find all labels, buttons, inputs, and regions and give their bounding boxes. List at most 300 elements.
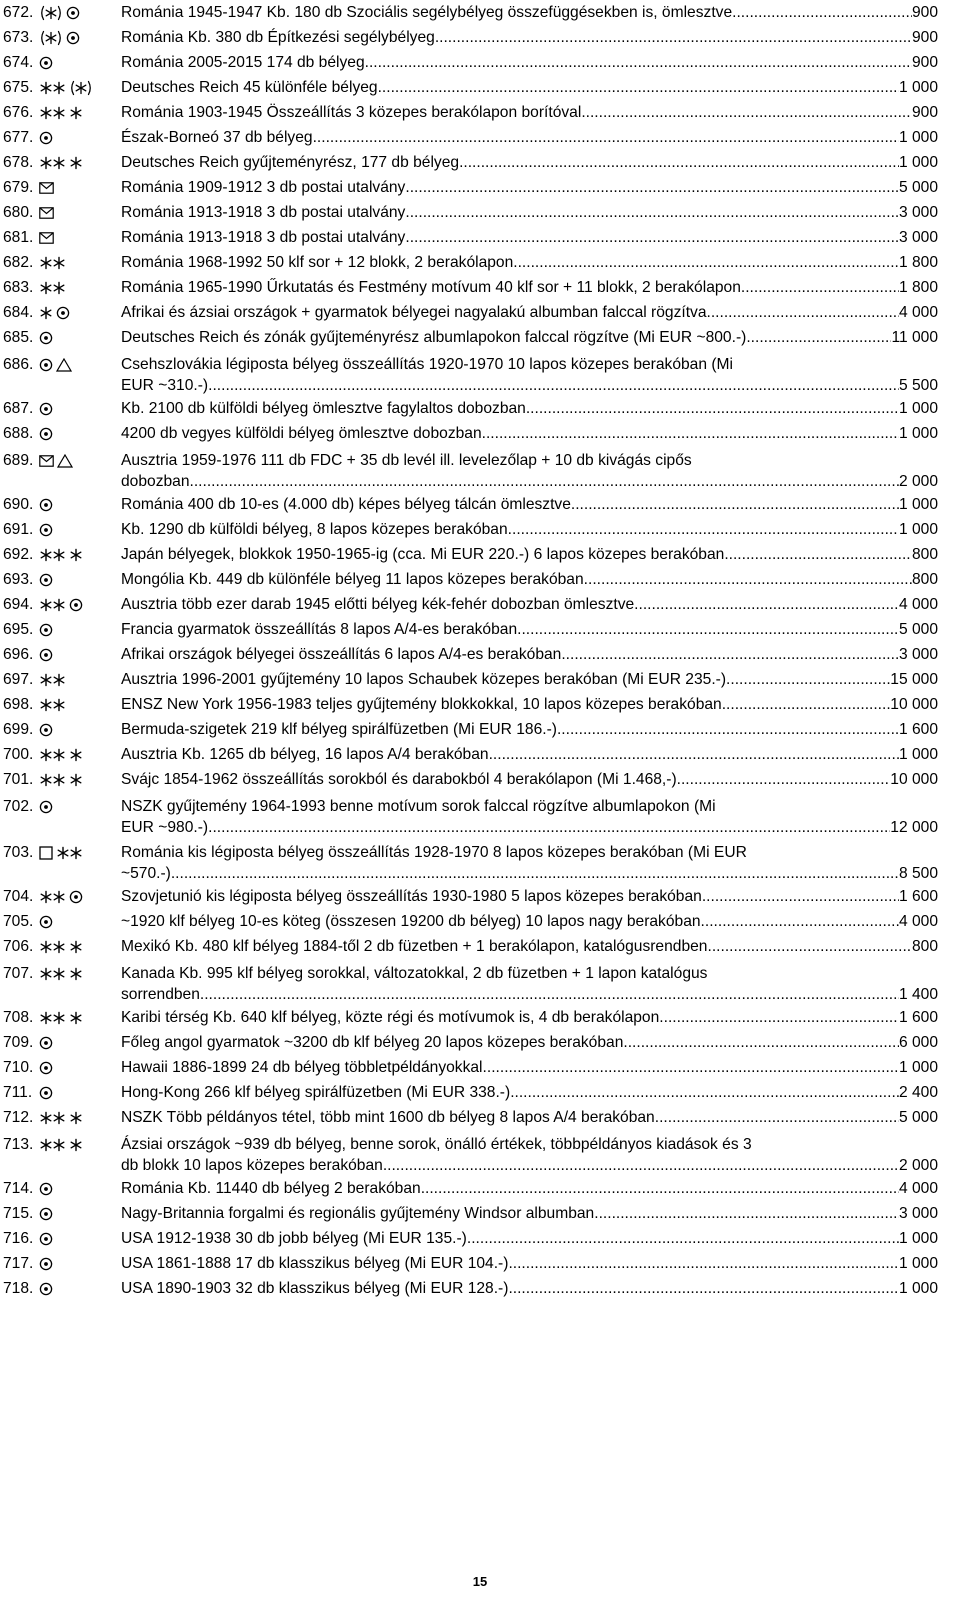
lot-description-text: Nagy-Britannia forgalmi és regionális gyűjtemény Windsor albumban: [121, 1205, 595, 1222]
lot-description: [121, 934, 938, 959]
circle-dot-icon: [39, 523, 53, 537]
lot-number: 692.: [3, 546, 34, 563]
lot-price: 2 000: [898, 1156, 938, 1174]
lot-price: 6 000: [898, 1034, 938, 1051]
lot-price: 1 800: [898, 279, 938, 296]
lot-symbols: [39, 934, 121, 959]
lot-symbols: [39, 1251, 121, 1276]
lot-list: [3, 0, 938, 1301]
lot-description: [121, 50, 938, 75]
double-star-icon: [39, 1011, 66, 1025]
lot-symbols: [39, 843, 121, 863]
lot-price: 15 000: [890, 671, 938, 688]
lot-price: 1 000: [898, 425, 938, 442]
lot-description-text: Románia 1965-1990 Űrkutatás és Festmény motívum 40 klf sor + 11 blokk, 2 berakólapon: [121, 279, 741, 296]
double-star-icon: [39, 106, 66, 120]
lot-symbols: [39, 50, 121, 75]
double-star-icon: [39, 156, 66, 170]
lot-symbols: [39, 275, 121, 300]
star-icon: [69, 156, 83, 170]
lot-price: 5 500: [898, 376, 938, 394]
double-star-icon: [39, 281, 66, 295]
lot-description-text: Románia 1913-1918 3 db postai utalvány: [121, 229, 406, 246]
lot-description-text: Mexikó Kb. 480 klf bélyeg 1884-től 2 db füzetben + 1 berakólapon, katalógusrendben: [121, 938, 708, 955]
dot-leader: [190, 472, 899, 493]
lot-description: [121, 1176, 938, 1201]
lot-number: 715.: [3, 1205, 34, 1222]
dot-leader: [581, 100, 912, 125]
lot-price: 1 000: [898, 1255, 938, 1272]
circle-dot-icon: [39, 402, 53, 416]
lot-symbols: [39, 0, 121, 25]
lot-row: [3, 492, 938, 517]
lot-row: [3, 838, 938, 884]
lot-row: [3, 934, 938, 959]
lot-description: [121, 25, 938, 50]
dot-leader: [584, 567, 912, 592]
lot-description: [121, 884, 938, 909]
lot-description-text: Kb. 1290 db külföldi bélyeg, 8 lapos közepes berakóban: [121, 521, 508, 538]
lot-description: [121, 843, 938, 884]
lot-number: 680.: [3, 204, 34, 221]
lot-description-text: Románia 1909-1912 3 db postai utalvány: [121, 179, 406, 196]
lot-description: [121, 617, 938, 642]
lot-description-text: Románia 400 db 10-es (4.000 db) képes bélyeg tálcán ömlesztve: [121, 496, 571, 513]
lot-description-line2: EUR ~310.-): [121, 376, 209, 394]
lot-symbols: [39, 421, 121, 446]
circle-dot-icon: [39, 800, 53, 814]
lot-description-text: Románia 1968-1992 50 klf sor + 12 blokk, 2 berakólapon: [121, 254, 514, 271]
lot-row: [3, 1080, 938, 1105]
lot-symbols: [39, 909, 121, 934]
lot-description: [121, 1105, 938, 1130]
lot-description: [121, 451, 938, 492]
lot-description-text: Románia Kb. 380 db Építkezési segélybélyeg: [121, 29, 435, 46]
lot-price: 2 400: [898, 1084, 938, 1101]
lot-description: [121, 325, 938, 350]
dot-leader: [313, 125, 899, 150]
lot-number: 716.: [3, 1230, 34, 1247]
circle-dot-icon: [39, 1207, 53, 1221]
lot-symbols: [39, 25, 121, 50]
lot-description: [121, 396, 938, 421]
lot-description: [121, 1030, 938, 1055]
circle-dot-icon: [39, 648, 53, 662]
lot-description-text: Afrikai országok bélyegei összeállítás 6 lapos A/4-es berakóban: [121, 646, 562, 663]
lot-description: [121, 492, 938, 517]
dot-leader: [208, 376, 899, 397]
lot-number: 693.: [3, 571, 34, 588]
lot-price: 1 600: [898, 1009, 938, 1026]
lot-number: 686.: [3, 356, 34, 373]
lot-row: [3, 909, 938, 934]
circle-dot-icon: [66, 31, 80, 45]
lot-row: [3, 100, 938, 125]
lot-number: 682.: [3, 254, 34, 271]
lot-description: [121, 1135, 938, 1176]
lot-row: [3, 792, 938, 838]
lot-row: [3, 300, 938, 325]
lot-row: [3, 446, 938, 492]
circle-dot-icon: [39, 56, 53, 70]
lot-symbols: [39, 396, 121, 421]
lot-price: 11 000: [891, 329, 938, 346]
lot-price: 5 000: [898, 621, 938, 638]
star-icon: [69, 1011, 83, 1025]
lot-description-line2: sorrendben: [121, 985, 200, 1003]
double-star-icon: [39, 673, 66, 687]
lot-description-text: Kb. 2100 db külföldi bélyeg ömlesztve fagylaltos dobozban: [121, 400, 526, 417]
double-star-icon: [39, 773, 66, 787]
lot-description: [121, 1226, 938, 1251]
dot-leader: [732, 0, 912, 25]
lot-row: [3, 1176, 938, 1201]
lot-row: [3, 517, 938, 542]
lot-number: 684.: [3, 304, 34, 321]
lot-symbols: [39, 742, 121, 767]
lot-row: [3, 1201, 938, 1226]
lot-number: 698.: [3, 696, 34, 713]
lot-description: [121, 1055, 938, 1080]
lot-price: 800: [911, 571, 938, 588]
lot-description-text: Japán bélyegek, blokkok 1950-1965-ig (cca. Mi EUR 220.-) 6 lapos közepes berakóban: [121, 546, 725, 563]
double-star-icon: [56, 846, 83, 860]
dot-leader: [513, 250, 899, 275]
lot-description-text: ENSZ New York 1956-1983 teljes gyűjtemény blokkokkal, 10 lapos közepes berakóban: [121, 696, 722, 713]
star-icon: [69, 748, 83, 762]
lot-symbols: [39, 592, 121, 617]
dot-leader: [378, 75, 899, 100]
circle-dot-icon: [39, 623, 53, 637]
lot-price: 1 400: [898, 985, 938, 1003]
dot-leader: [594, 1201, 899, 1226]
lot-description: [121, 542, 938, 567]
envelope-icon: [39, 232, 54, 244]
lot-row: [3, 1226, 938, 1251]
dot-leader: [171, 864, 899, 885]
lot-price: 1 000: [898, 79, 938, 96]
lot-price: 4 000: [898, 304, 938, 321]
lot-row: [3, 1276, 938, 1301]
lot-symbols: [39, 1176, 121, 1201]
lot-description: [121, 200, 938, 225]
lot-symbols: [39, 692, 121, 717]
lot-row: [3, 959, 938, 1005]
lot-description-text: Bermuda-szigetek 219 klf bélyeg spirálfüzetben (Mi EUR 186.-): [121, 721, 557, 738]
lot-description: [121, 0, 938, 25]
lot-description-line2: db blokk 10 lapos közepes berakóban: [121, 1156, 383, 1174]
lot-row: [3, 1251, 938, 1276]
lot-symbols: [39, 1080, 121, 1105]
double-star-icon: [39, 890, 66, 904]
lot-symbols: [39, 797, 121, 817]
lot-description-text: Észak-Borneó 37 db bélyeg: [121, 129, 313, 146]
envelope-icon: [39, 182, 54, 194]
dot-leader: [383, 1156, 899, 1177]
dot-leader: [726, 667, 890, 692]
lot-row: [3, 592, 938, 617]
lot-number: 676.: [3, 104, 34, 121]
dot-leader: [707, 934, 911, 959]
circle-dot-icon: [39, 1086, 53, 1100]
lot-number: 717.: [3, 1255, 34, 1272]
lot-description: [121, 1276, 938, 1301]
lot-row: [3, 1055, 938, 1080]
double-star-icon: [39, 548, 66, 562]
lot-number: 703.: [3, 844, 34, 861]
star-icon: [69, 940, 83, 954]
dot-leader: [722, 692, 891, 717]
lot-description: [121, 767, 938, 792]
dot-leader: [489, 742, 899, 767]
dot-leader: [510, 1080, 899, 1105]
lot-price: 900: [911, 54, 938, 71]
lot-description-text: Francia gyarmatok összeállítás 8 lapos A/4-es berakóban: [121, 621, 518, 638]
lot-price: 1 000: [898, 521, 938, 538]
page-number: 15: [472, 1574, 488, 1589]
dot-leader: [724, 542, 912, 567]
lot-symbols: [39, 667, 121, 692]
lot-number: 672.: [3, 4, 34, 21]
lot-description-text: Főleg angol gyarmatok ~3200 db klf bélyeg 20 lapos közepes berakóban: [121, 1034, 624, 1051]
lot-symbols: [39, 451, 121, 471]
lot-price: 800: [911, 546, 938, 563]
lot-symbols: [39, 1201, 121, 1226]
lot-description-text: USA 1912-1938 30 db jobb bélyeg (Mi EUR 135.-): [121, 1230, 467, 1247]
lot-symbols: [39, 225, 121, 250]
lot-symbols: [39, 1105, 121, 1130]
lot-description-text: Deutsches Reich gyűjteményrész, 177 db bélyeg: [121, 154, 460, 171]
dot-leader: [659, 1005, 899, 1030]
lot-description: [121, 275, 938, 300]
lot-description: [121, 909, 938, 934]
lot-symbols: [39, 355, 121, 375]
lot-description-text: NSZK Több példányos tétel, több mint 1600 db bélyeg 8 lapos A/4 berakóban: [121, 1109, 655, 1126]
lot-number: 718.: [3, 1280, 34, 1297]
lot-symbols: [39, 100, 121, 125]
lot-symbols: [39, 1005, 121, 1030]
lot-description-text: Románia 2005-2015 174 db bélyeg: [121, 54, 365, 71]
lot-price: 5 000: [898, 179, 938, 196]
lot-symbols: [39, 884, 121, 909]
lot-number: 681.: [3, 229, 34, 246]
dot-leader: [702, 884, 899, 909]
star-icon: [39, 306, 53, 320]
dot-leader: [623, 1030, 899, 1055]
lot-number: 710.: [3, 1059, 34, 1076]
lot-price: 800: [911, 938, 938, 955]
dot-leader: [561, 642, 899, 667]
lot-row: [3, 884, 938, 909]
lot-price: 10 000: [890, 771, 938, 788]
lot-number: 677.: [3, 129, 34, 146]
lot-description-text: Románia 1903-1945 Összeállítás 3 közepes berakólapon borítóval: [121, 104, 582, 121]
lot-row: [3, 1030, 938, 1055]
star-icon: [69, 773, 83, 787]
circle-dot-icon: [39, 498, 53, 512]
dot-leader: [200, 985, 899, 1006]
lot-number: 709.: [3, 1034, 34, 1051]
double-star-icon: [39, 1111, 66, 1125]
lot-number: 683.: [3, 279, 34, 296]
dot-leader: [459, 150, 899, 175]
lot-description-line2: EUR ~980.-): [121, 818, 209, 836]
dot-leader: [701, 909, 899, 934]
lot-number: 712.: [3, 1109, 34, 1126]
lot-symbols: [39, 175, 121, 200]
lot-description-text: 4200 db vegyes külföldi bélyeg ömlesztve dobozban: [121, 425, 482, 442]
lot-number: 702.: [3, 798, 34, 815]
lot-symbols: [39, 150, 121, 175]
lot-price: 4 000: [898, 913, 938, 930]
paren-star-icon: [39, 5, 63, 21]
lot-number: 690.: [3, 496, 34, 513]
lot-row: [3, 250, 938, 275]
lot-price: 1 000: [898, 1230, 938, 1247]
lot-row: [3, 0, 938, 25]
lot-description: [121, 421, 938, 446]
lot-description: [121, 797, 938, 838]
lot-number: 699.: [3, 721, 34, 738]
lot-description-text: Románia Kb. 11440 db bélyeg 2 berakóban: [121, 1180, 421, 1197]
lot-description-line2: ~570.-): [121, 864, 171, 882]
dot-leader: [467, 1226, 899, 1251]
lot-price: 10 000: [890, 696, 938, 713]
lot-description-text: USA 1861-1888 17 db klasszikus bélyeg (Mi EUR 104.-): [121, 1255, 509, 1272]
star-icon: [69, 1138, 83, 1152]
lot-description: [121, 355, 938, 396]
lot-price: 2 000: [898, 472, 938, 490]
lot-symbols: [39, 767, 121, 792]
lot-description: [121, 1080, 938, 1105]
circle-dot-icon: [39, 331, 53, 345]
lot-description: [121, 964, 938, 1005]
lot-symbols: [39, 567, 121, 592]
lot-description: [121, 567, 938, 592]
lot-symbols: [39, 1276, 121, 1301]
star-icon: [69, 967, 83, 981]
lot-description: [121, 642, 938, 667]
lot-description-line1: Románia kis légiposta bélyeg összeállítás 1928-1970 8 lapos közepes berakóban (Mi EUR: [121, 844, 747, 861]
dot-leader: [751, 325, 892, 350]
lot-number: 685.: [3, 329, 34, 346]
lot-number: 704.: [3, 888, 34, 905]
dot-leader: [421, 1176, 899, 1201]
lot-price: 8 500: [898, 864, 938, 882]
lot-description: [121, 150, 938, 175]
lot-number: 706.: [3, 938, 34, 955]
lot-row: [3, 767, 938, 792]
lot-description-text: Szovjetunió kis légiposta bélyeg összeállítás 1930-1980 5 lapos közepes berakóban: [121, 888, 702, 905]
lot-description-text: Ausztria Kb. 1265 db bélyeg, 16 lapos A/4 berakóban: [121, 746, 489, 763]
dot-leader: [526, 396, 899, 421]
lot-description: [121, 592, 938, 617]
lot-description-text: Deutsches Reich és zónák gyűjteményrész albumlapokon falccal rögzítve (Mi EUR ~800.-).: [121, 329, 751, 346]
lot-row: [3, 150, 938, 175]
lot-number: 711.: [3, 1084, 33, 1101]
lot-price: 4 000: [898, 1180, 938, 1197]
envelope-icon: [39, 207, 54, 219]
circle-dot-icon: [39, 723, 53, 737]
lot-number: 694.: [3, 596, 34, 613]
double-star-icon: [39, 748, 66, 762]
lot-row: [3, 350, 938, 396]
lot-symbols: [39, 1226, 121, 1251]
lot-row: [3, 717, 938, 742]
dot-leader: [435, 25, 912, 50]
triangle-icon: [57, 454, 73, 468]
lot-description: [121, 175, 938, 200]
lot-symbols: [39, 250, 121, 275]
circle-dot-icon: [39, 427, 53, 441]
circle-dot-icon: [39, 131, 53, 145]
dot-leader: [483, 1055, 899, 1080]
circle-dot-icon: [56, 306, 70, 320]
circle-dot-icon: [66, 6, 80, 20]
lot-number: 701.: [3, 771, 34, 788]
lot-description-text: Mongólia Kb. 449 db különféle bélyeg 11 lapos közepes berakóban: [121, 571, 584, 588]
lot-description: [121, 250, 938, 275]
envelope-icon: [39, 455, 54, 467]
dot-leader: [405, 225, 899, 250]
lot-row: [3, 75, 938, 100]
lot-row: [3, 542, 938, 567]
lot-symbols: [39, 617, 121, 642]
square-icon: [39, 846, 53, 860]
lot-price: 1 000: [898, 129, 938, 146]
lot-row: [3, 25, 938, 50]
double-star-icon: [39, 967, 66, 981]
lot-number: 675.: [3, 79, 34, 96]
star-icon: [69, 1111, 83, 1125]
lot-description: [121, 517, 938, 542]
lot-description: [121, 1005, 938, 1030]
lot-description-line1: Csehszlovákia légiposta bélyeg összeállítás 1920-1970 10 lapos közepes berakóban (Mi: [121, 356, 733, 373]
lot-description: [121, 300, 938, 325]
lot-price: 900: [911, 104, 938, 121]
lot-price: 900: [911, 29, 938, 46]
circle-dot-icon: [69, 890, 83, 904]
lot-number: 678.: [3, 154, 34, 171]
lot-row: [3, 1130, 938, 1176]
dot-leader: [365, 50, 912, 75]
lot-price: 1 000: [898, 154, 938, 171]
lot-description-text: Hawaii 1886-1899 24 db bélyeg többletpéldányokkal: [121, 1059, 483, 1076]
double-star-icon: [39, 940, 66, 954]
lot-description: [121, 717, 938, 742]
lot-symbols: [39, 1055, 121, 1080]
lot-description-line1: Kanada Kb. 995 klf bélyeg sorokkal, változatokkal, 2 db füzetben + 1 lapon katalógus: [121, 965, 708, 982]
lot-description-line1: Ausztria 1959-1976 111 db FDC + 35 db levél ill. levelezőlap + 10 db kivágás cipős: [121, 452, 692, 469]
lot-number: 696.: [3, 646, 34, 663]
lot-price: 1 800: [898, 254, 938, 271]
lot-number: 695.: [3, 621, 34, 638]
lot-symbols: [39, 300, 121, 325]
lot-row: [3, 125, 938, 150]
lot-number: 687.: [3, 400, 34, 417]
lot-row: [3, 421, 938, 446]
dot-leader: [634, 592, 899, 617]
lot-row: [3, 642, 938, 667]
lot-description: [121, 75, 938, 100]
lot-symbols: [39, 964, 121, 984]
lot-description: [121, 100, 938, 125]
star-icon: [69, 106, 83, 120]
lot-row: [3, 225, 938, 250]
double-star-icon: [39, 598, 66, 612]
lot-row: [3, 567, 938, 592]
dot-leader: [508, 517, 899, 542]
